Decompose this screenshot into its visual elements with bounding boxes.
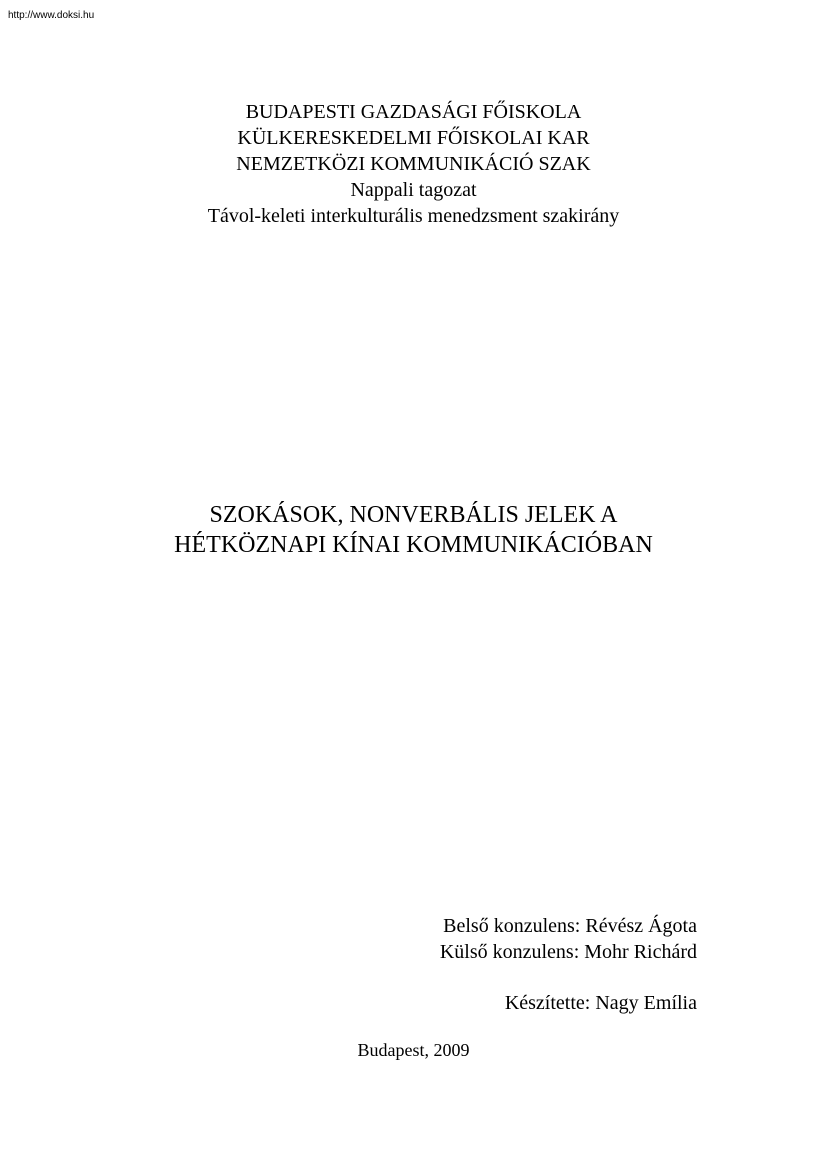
- specialization: Távol-keleti interkulturális menedzsment szakirány: [207, 205, 620, 227]
- thesis-title-line-1: SZOKÁSOK, NONVERBÁLIS JELEK A: [209, 502, 618, 528]
- faculty-name: KÜLKERESKEDELMI FŐISKOLAI KAR: [237, 127, 590, 149]
- author: Készítette: Nagy Emília: [504, 992, 697, 1014]
- program-name: NEMZETKÖZI KOMMUNIKÁCIÓ SZAK: [236, 153, 591, 175]
- institution-name: BUDAPESTI GAZDASÁGI FŐISKOLA: [245, 101, 582, 123]
- internal-consultant: Belső konzulens: Révész Ágota: [443, 915, 697, 937]
- institution-header: [0, 99, 827, 229]
- place-and-date: Budapest, 2009: [357, 1040, 470, 1060]
- source-url-link[interactable]: http://www.doksi.hu: [8, 10, 95, 21]
- thesis-title-line-2: HÉTKÖZNAPI KÍNAI KOMMUNIKÁCIÓBAN: [174, 532, 653, 558]
- external-consultant: Külső konzulens: Mohr Richárd: [439, 941, 697, 963]
- credits: [440, 913, 697, 1016]
- study-mode: Nappali tagozat: [350, 179, 477, 201]
- thesis-title: [0, 500, 827, 560]
